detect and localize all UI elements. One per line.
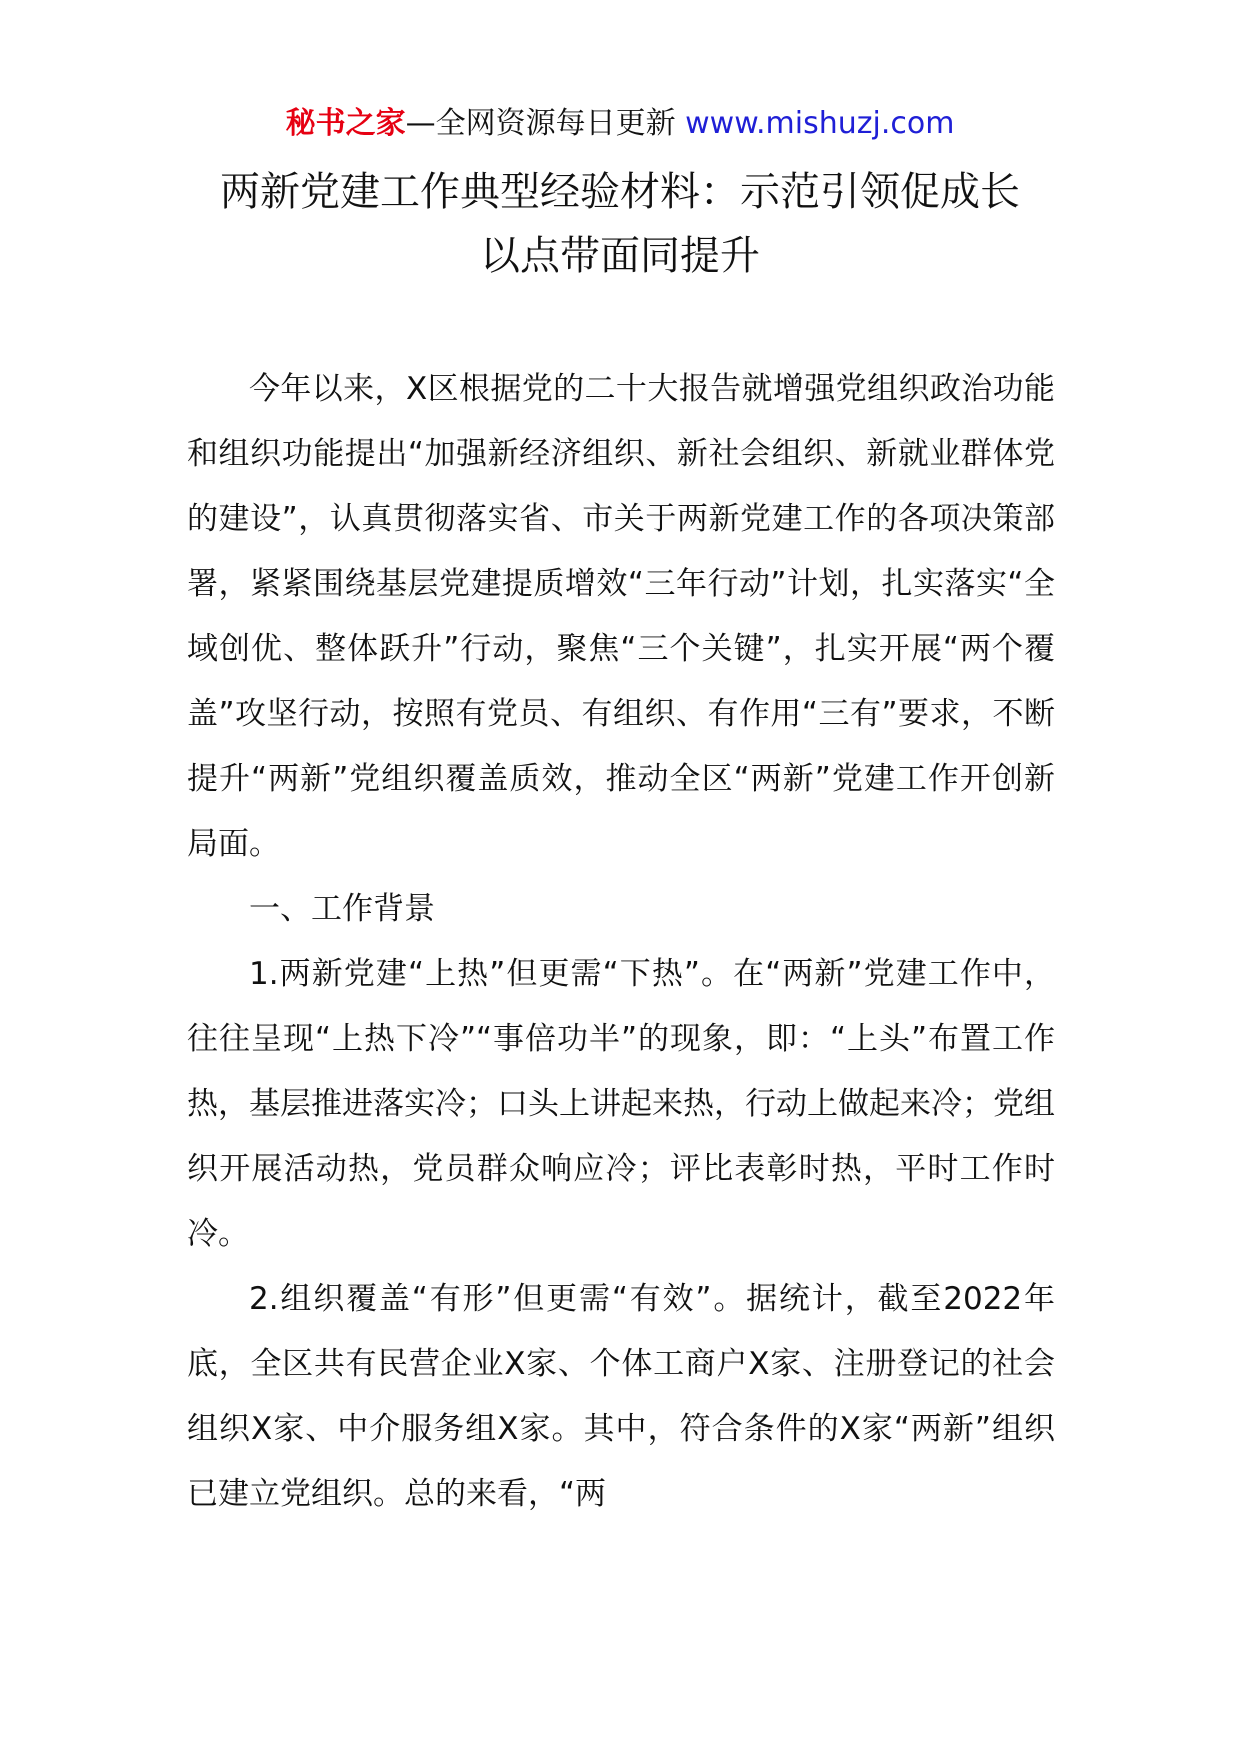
- watermark-url[interactable]: www.mishuzj.com: [685, 106, 955, 141]
- document-body: [187, 357, 1055, 1527]
- watermark-slogan: —全网资源每日更新: [405, 106, 686, 141]
- document-title-line-2: 以点带面同提升: [480, 233, 760, 279]
- watermark-brand: 秘书之家: [285, 106, 406, 141]
- document-title-line-1: 两新党建工作典型经验材料：示范引领促成长: [220, 169, 1020, 215]
- intro-paragraph: 今年以来，X区根据党的二十大报告就增强党组织政治功能和组织功能提出“加强新经济组织、新社会组织、新就业群体党的建设”，认真贯彻落实省、市关于两新党建工作的各项决策部署，紧紧围绕基层党建提质增效“三年行动”计划，扎实落实“全域创优、整体跃升”行动，聚焦“三个关键”，扎实开展“两个覆盖”攻坚行动，按照有党员、有组织、有作用“三有”要求，不断提升“两新”党组织覆盖质效，推动全区“两新”党建工作开创新局面。: [187, 371, 1055, 862]
- body-paragraph: 1.两新党建“上热”但更需“下热”。在“两新”党建工作中，往往呈现“上热下冷”“事倍功半”的现象，即：“上头”布置工作热，基层推进落实冷；口头上讲起来热，行动上做起来冷；党组织开展活动热，党员群众响应冷；评比表彰时热，平时工作时冷。: [187, 956, 1055, 1252]
- watermark-header: [0, 104, 1240, 144]
- section-heading: 一、工作背景: [249, 891, 435, 927]
- body-paragraph: 2.组织覆盖“有形”但更需“有效”。据统计，截至2022年底，全区共有民营企业X家、个体工商户X家、注册登记的社会组织X家、中介服务组X家。其中，符合条件的X家“两新”组织已建立党组织。总的来看，“两: [187, 1281, 1055, 1512]
